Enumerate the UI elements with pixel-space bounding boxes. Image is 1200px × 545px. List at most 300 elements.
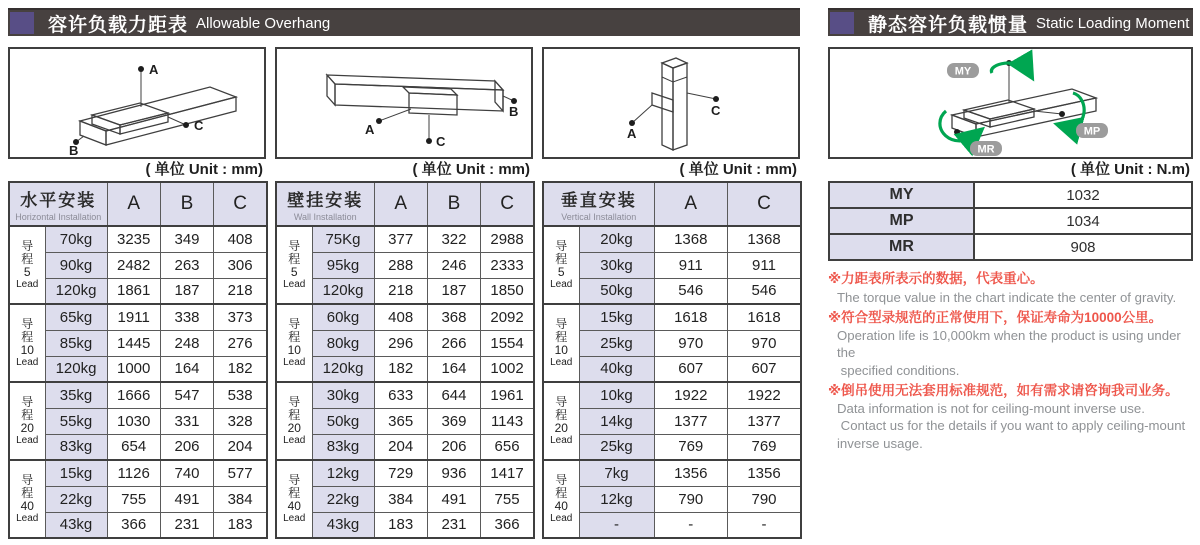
table-row xyxy=(543,226,801,252)
table-title-en: Horizontal Installation xyxy=(15,212,102,222)
table-row xyxy=(276,486,534,512)
vertical-rail-diagram-drawing xyxy=(544,49,798,157)
footnote-en-line: Contact us for the details if you want to apply ceiling-mount xyxy=(837,418,1186,434)
diagram-horizontal-installation xyxy=(8,47,266,159)
installation-columns xyxy=(8,47,800,539)
point-b-label: B xyxy=(69,143,79,157)
load-cell: 20kg xyxy=(579,226,654,252)
value-cell: 740 xyxy=(160,460,213,486)
lead-label-en: Lead xyxy=(283,435,306,447)
value-cell: 1861 xyxy=(107,278,160,304)
value-cell: 164 xyxy=(427,356,480,382)
load-cell: 120kg xyxy=(45,278,107,304)
unit-label-nm: ( 单位 Unit : N.m) xyxy=(1070,161,1190,178)
value-cell: 2988 xyxy=(481,226,534,252)
my-axis-label: MY xyxy=(954,65,972,78)
table-row xyxy=(543,304,801,330)
value-cell: 491 xyxy=(160,486,213,512)
value-cell: 182 xyxy=(374,356,427,382)
value-cell: 338 xyxy=(160,304,213,330)
table-row xyxy=(276,330,534,356)
table-row xyxy=(543,460,801,486)
banner-title-en: Static Loading Moment xyxy=(1036,14,1190,32)
column-header-a: A xyxy=(654,182,728,226)
table-title-en: Wall Installation xyxy=(293,212,357,222)
lead-label-zh-char: 导 xyxy=(21,394,34,409)
lead-number: 5 xyxy=(557,265,565,280)
value-cell: 755 xyxy=(481,486,534,512)
lead-label-en: Lead xyxy=(16,357,39,369)
value-cell: 331 xyxy=(160,408,213,434)
lead-number: 5 xyxy=(23,265,31,280)
value-cell: 1417 xyxy=(481,460,534,486)
value-cell: 547 xyxy=(160,382,213,408)
column-header-c: C xyxy=(481,182,534,226)
lead-label-en: Lead xyxy=(550,279,573,291)
lead-number: 20 xyxy=(554,421,568,436)
horizontal-rail-diagram-drawing xyxy=(10,49,264,157)
table-row xyxy=(9,226,267,252)
mp-rotation-arrow xyxy=(1067,93,1084,127)
lead-number: 5 xyxy=(290,265,298,280)
value-cell: 377 xyxy=(374,226,427,252)
lead-label-en: Lead xyxy=(16,435,39,447)
lead-group-label xyxy=(543,304,579,382)
lead-label-zh-char: 导 xyxy=(288,472,301,487)
value-cell: 491 xyxy=(427,486,480,512)
load-cell: 30kg xyxy=(312,382,374,408)
value-cell: 266 xyxy=(427,330,480,356)
load-cell: 7kg xyxy=(579,460,654,486)
footnote-zh: ※符合型录规范的正常使用下，保证寿命为10000公里。 xyxy=(828,309,1163,325)
value-cell: 276 xyxy=(214,330,267,356)
value-cell: 970 xyxy=(728,330,802,356)
value-cell: 1850 xyxy=(481,278,534,304)
point-c-dot xyxy=(426,138,432,144)
static-loading-moment-section xyxy=(828,8,1193,454)
table-row xyxy=(543,356,801,382)
value-cell: 328 xyxy=(214,408,267,434)
value-cell: 187 xyxy=(427,278,480,304)
diagram-wall-installation xyxy=(275,47,533,159)
value-cell: 1911 xyxy=(107,304,160,330)
value-cell: - xyxy=(654,512,728,538)
value-cell: 1126 xyxy=(107,460,160,486)
lead-label-en: Lead xyxy=(16,279,39,291)
column-header-a: A xyxy=(107,182,160,226)
table-row xyxy=(9,512,267,538)
footnotes xyxy=(828,269,1193,452)
table-row xyxy=(543,408,801,434)
table-row xyxy=(9,486,267,512)
lead-label-zh-char: 导 xyxy=(555,316,568,331)
point-a-label: A xyxy=(149,62,159,77)
point-a-label: A xyxy=(365,122,375,137)
lead-label-zh-char: 程 xyxy=(288,485,301,500)
load-cell: - xyxy=(579,512,654,538)
lead-number: 10 xyxy=(287,343,301,358)
value-cell: 2092 xyxy=(481,304,534,330)
table-title-en: Vertical Installation xyxy=(561,212,637,222)
value-cell: 164 xyxy=(160,356,213,382)
table-row xyxy=(9,434,267,460)
value-cell: 182 xyxy=(214,356,267,382)
value-cell: 1377 xyxy=(654,408,728,434)
banner-title-zh: 容许负载力距表 xyxy=(48,14,189,36)
table-row xyxy=(9,304,267,330)
value-cell: 248 xyxy=(160,330,213,356)
value-cell: 790 xyxy=(728,486,802,512)
table-row xyxy=(276,460,534,486)
mr-rotation-arrow xyxy=(940,111,974,141)
value-cell: 231 xyxy=(427,512,480,538)
point-a-dot xyxy=(138,66,144,72)
value-cell: 288 xyxy=(374,252,427,278)
lead-group-label xyxy=(9,304,45,382)
column-header-c: C xyxy=(728,182,802,226)
value-cell: 384 xyxy=(214,486,267,512)
unit-label-mm: ( 单位 Unit : mm) xyxy=(145,161,263,178)
allowable-overhang-section xyxy=(8,8,800,539)
value-cell: 546 xyxy=(728,278,802,304)
value-cell: 1000 xyxy=(107,356,160,382)
load-cell: 120kg xyxy=(45,356,107,382)
table-row xyxy=(9,460,267,486)
value-cell: 187 xyxy=(160,278,213,304)
table-row xyxy=(9,278,267,304)
overhang-table-horizontal xyxy=(8,181,268,539)
lead-label-zh-char: 程 xyxy=(555,329,568,344)
value-cell: 2482 xyxy=(107,252,160,278)
moment-axis-label: MR xyxy=(829,234,974,260)
lead-number: 20 xyxy=(20,421,34,436)
table-row xyxy=(276,434,534,460)
lead-group-label xyxy=(9,460,45,538)
table-title-zh: 壁挂安装 xyxy=(287,191,364,210)
table-title-zh: 水平安装 xyxy=(20,191,97,210)
footnote-zh: ※倒吊使用无法套用标准规范，如有需求请咨询我司业务。 xyxy=(828,382,1179,398)
value-cell: 1377 xyxy=(728,408,802,434)
value-cell: 644 xyxy=(427,382,480,408)
lead-group-label xyxy=(9,226,45,304)
value-cell: 1356 xyxy=(654,460,728,486)
value-cell: 3235 xyxy=(107,226,160,252)
table-row xyxy=(276,226,534,252)
lead-number: 10 xyxy=(20,343,34,358)
value-cell: 769 xyxy=(728,434,802,460)
moment-value: 1034 xyxy=(974,208,1192,234)
value-cell: 1922 xyxy=(654,382,728,408)
moment-value: 1032 xyxy=(974,182,1192,208)
value-cell: - xyxy=(728,512,802,538)
value-cell: 911 xyxy=(728,252,802,278)
lead-label-en: Lead xyxy=(283,357,306,369)
value-cell: 1143 xyxy=(481,408,534,434)
footnote xyxy=(828,308,1193,379)
moment-row xyxy=(829,234,1192,260)
load-cell: 80kg xyxy=(312,330,374,356)
load-cell: 120kg xyxy=(312,278,374,304)
value-cell: 607 xyxy=(728,356,802,382)
value-cell: 538 xyxy=(214,382,267,408)
lead-label-zh-char: 程 xyxy=(555,485,568,500)
load-cell: 83kg xyxy=(45,434,107,460)
table-row xyxy=(276,252,534,278)
lead-label-en: Lead xyxy=(283,513,306,525)
value-cell: 1445 xyxy=(107,330,160,356)
lead-label-zh-char: 导 xyxy=(288,316,301,331)
table-row xyxy=(543,278,801,304)
value-cell: 1030 xyxy=(107,408,160,434)
value-cell: 1618 xyxy=(728,304,802,330)
table-row xyxy=(276,512,534,538)
column-header-c: C xyxy=(214,182,267,226)
unit-label-mm: ( 单位 Unit : mm) xyxy=(412,161,530,178)
table-row xyxy=(543,512,801,538)
moment-rail-diagram-drawing xyxy=(830,49,1191,157)
load-cell: 70kg xyxy=(45,226,107,252)
load-cell: 65kg xyxy=(45,304,107,330)
table-title xyxy=(9,182,107,226)
table-row xyxy=(276,356,534,382)
load-cell: 90kg xyxy=(45,252,107,278)
banner-title xyxy=(36,10,800,36)
lead-label-zh-char: 程 xyxy=(288,329,301,344)
column-wall xyxy=(275,47,533,539)
point-c-dot xyxy=(713,96,719,102)
table-row xyxy=(276,382,534,408)
lead-label-zh-char: 程 xyxy=(288,251,301,266)
value-cell: 633 xyxy=(374,382,427,408)
value-cell: 206 xyxy=(160,434,213,460)
value-cell: 577 xyxy=(214,460,267,486)
value-cell: 656 xyxy=(481,434,534,460)
value-cell: 1618 xyxy=(654,304,728,330)
point-c-label: C xyxy=(711,103,721,118)
lead-label-en: Lead xyxy=(550,435,573,447)
value-cell: 349 xyxy=(160,226,213,252)
value-cell: 306 xyxy=(214,252,267,278)
diagram-vertical-installation xyxy=(542,47,800,159)
table-row xyxy=(543,252,801,278)
moment-value: 908 xyxy=(974,234,1192,260)
value-cell: 218 xyxy=(374,278,427,304)
footnote-zh: ※力距表所表示的数据，代表重心。 xyxy=(828,271,1044,286)
footnote-en-line: The torque value in the chart indicate the center of gravity. xyxy=(837,289,1177,305)
overhang-table-wall xyxy=(275,181,535,539)
diagram-moment-axes xyxy=(828,47,1193,159)
value-cell: 769 xyxy=(654,434,728,460)
lead-label-en: Lead xyxy=(550,513,573,525)
value-cell: 206 xyxy=(427,434,480,460)
lead-label-zh-char: 程 xyxy=(21,407,34,422)
load-cell: 95kg xyxy=(312,252,374,278)
value-cell: 366 xyxy=(107,512,160,538)
load-cell: 83kg xyxy=(312,434,374,460)
table-row xyxy=(276,304,534,330)
table-row xyxy=(9,382,267,408)
value-cell: 1002 xyxy=(481,356,534,382)
lead-label-zh-char: 程 xyxy=(288,407,301,422)
value-cell: 936 xyxy=(427,460,480,486)
value-cell: 1368 xyxy=(728,226,802,252)
value-cell: 204 xyxy=(374,434,427,460)
load-cell: 40kg xyxy=(579,356,654,382)
column-horizontal xyxy=(8,47,266,539)
value-cell: 218 xyxy=(214,278,267,304)
load-cell: 50kg xyxy=(312,408,374,434)
column-header-a: A xyxy=(374,182,427,226)
table-row xyxy=(276,408,534,434)
lead-group-label xyxy=(543,460,579,538)
load-cell: 85kg xyxy=(45,330,107,356)
table-row xyxy=(9,330,267,356)
footnote-en-line: inverse usage. xyxy=(837,435,923,451)
load-cell: 43kg xyxy=(45,512,107,538)
mr-axis-label: MR xyxy=(977,143,995,156)
load-cell: 55kg xyxy=(45,408,107,434)
lead-label-zh-char: 程 xyxy=(21,251,34,266)
value-cell: 911 xyxy=(654,252,728,278)
value-cell: 373 xyxy=(214,304,267,330)
value-cell: 246 xyxy=(427,252,480,278)
lead-group-label xyxy=(543,382,579,460)
lead-label-zh-char: 程 xyxy=(555,407,568,422)
value-cell: 231 xyxy=(160,512,213,538)
value-cell: 365 xyxy=(374,408,427,434)
banner-accent-square xyxy=(10,12,34,34)
value-cell: 408 xyxy=(214,226,267,252)
lead-label-en: Lead xyxy=(550,357,573,369)
banner-title-en: Allowable Overhang xyxy=(196,14,331,32)
moment-row xyxy=(829,208,1192,234)
value-cell: 790 xyxy=(654,486,728,512)
lead-group-label xyxy=(276,226,312,304)
lead-group-label xyxy=(543,226,579,304)
overhang-table-vertical xyxy=(542,181,802,539)
value-cell: 1961 xyxy=(481,382,534,408)
lead-label-zh-char: 导 xyxy=(21,238,34,253)
section-banner-right xyxy=(828,8,1193,36)
value-cell: 408 xyxy=(374,304,427,330)
value-cell: 366 xyxy=(481,512,534,538)
lead-label-zh-char: 导 xyxy=(555,394,568,409)
lead-label-en: Lead xyxy=(283,279,306,291)
point-c-label: C xyxy=(194,118,204,133)
column-header-b: B xyxy=(427,182,480,226)
moment-axis-label: MP xyxy=(829,208,974,234)
load-cell: 60kg xyxy=(312,304,374,330)
table-title xyxy=(276,182,374,226)
load-cell: 75Kg xyxy=(312,226,374,252)
table-row xyxy=(543,486,801,512)
unit-label-mm: ( 单位 Unit : mm) xyxy=(679,161,797,178)
mp-axis-label: MP xyxy=(1083,125,1101,138)
lead-label-zh-char: 程 xyxy=(21,485,34,500)
wall-rail-diagram-drawing xyxy=(277,49,531,157)
load-cell: 22kg xyxy=(312,486,374,512)
load-cell: 25kg xyxy=(579,330,654,356)
table-row xyxy=(9,356,267,382)
table-row xyxy=(543,330,801,356)
lead-label-zh-char: 导 xyxy=(555,238,568,253)
value-cell: 322 xyxy=(427,226,480,252)
load-cell: 14kg xyxy=(579,408,654,434)
value-cell: 1368 xyxy=(654,226,728,252)
value-cell: 607 xyxy=(654,356,728,382)
load-cell: 30kg xyxy=(579,252,654,278)
value-cell: 368 xyxy=(427,304,480,330)
load-cell: 22kg xyxy=(45,486,107,512)
load-cell: 43kg xyxy=(312,512,374,538)
moment-axis-label: MY xyxy=(829,182,974,208)
moment-row xyxy=(829,182,1192,208)
table-row xyxy=(9,252,267,278)
point-a-label: A xyxy=(627,126,637,141)
load-cell: 25kg xyxy=(579,434,654,460)
footnote xyxy=(828,381,1193,452)
load-cell: 12kg xyxy=(312,460,374,486)
banner-title-zh: 静态容许负载惯量 xyxy=(868,14,1029,36)
value-cell: 204 xyxy=(214,434,267,460)
value-cell: 546 xyxy=(654,278,728,304)
load-cell: 120kg xyxy=(312,356,374,382)
lead-label-zh-char: 导 xyxy=(21,472,34,487)
value-cell: 755 xyxy=(107,486,160,512)
value-cell: 729 xyxy=(374,460,427,486)
value-cell: 263 xyxy=(160,252,213,278)
value-cell: 183 xyxy=(214,512,267,538)
value-cell: 296 xyxy=(374,330,427,356)
lead-number: 40 xyxy=(20,499,34,514)
lead-number: 20 xyxy=(287,421,301,436)
lead-group-label xyxy=(9,382,45,460)
load-cell: 12kg xyxy=(579,486,654,512)
value-cell: 1922 xyxy=(728,382,802,408)
value-cell: 2333 xyxy=(481,252,534,278)
column-vertical xyxy=(542,47,800,539)
footnote-en-line: specified conditions. xyxy=(837,362,960,378)
table-row xyxy=(543,382,801,408)
value-cell: 369 xyxy=(427,408,480,434)
footnote xyxy=(828,269,1193,306)
lead-number: 40 xyxy=(287,499,301,514)
value-cell: 384 xyxy=(374,486,427,512)
static-moment-table xyxy=(828,181,1193,261)
lead-group-label xyxy=(276,460,312,538)
table-row xyxy=(543,434,801,460)
lead-label-zh-char: 导 xyxy=(288,238,301,253)
lead-label-zh-char: 导 xyxy=(555,472,568,487)
lead-number: 10 xyxy=(554,343,568,358)
table-row xyxy=(9,408,267,434)
lead-label-zh-char: 程 xyxy=(21,329,34,344)
lead-label-en: Lead xyxy=(16,513,39,525)
load-cell: 15kg xyxy=(579,304,654,330)
lead-group-label xyxy=(276,382,312,460)
section-banner-left xyxy=(8,8,800,36)
lead-label-zh-char: 导 xyxy=(288,394,301,409)
lead-label-zh-char: 导 xyxy=(21,316,34,331)
table-row xyxy=(276,278,534,304)
lead-label-zh-char: 程 xyxy=(555,251,568,266)
load-cell: 35kg xyxy=(45,382,107,408)
value-cell: 1356 xyxy=(728,460,802,486)
lead-number: 40 xyxy=(554,499,568,514)
point-a-dot xyxy=(376,118,382,124)
footnote-en-line: Operation life is 10,000km when the product is using under the xyxy=(837,328,1185,361)
value-cell: 654 xyxy=(107,434,160,460)
